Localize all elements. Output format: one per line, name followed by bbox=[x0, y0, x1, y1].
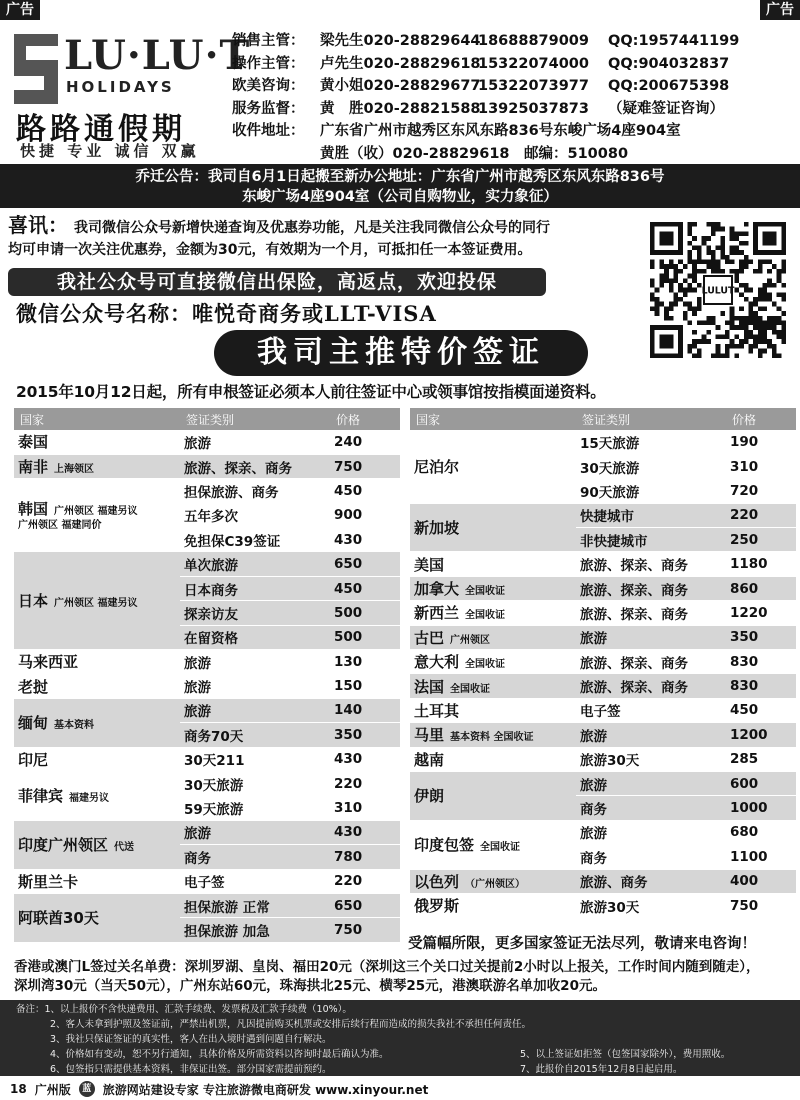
main-banner: 我司主推特价签证 bbox=[214, 330, 588, 376]
price-cell: 220 bbox=[726, 503, 796, 527]
contact-row bbox=[232, 30, 792, 53]
contact-qq: QQ:200675398 bbox=[608, 78, 730, 94]
price-cell: 240 bbox=[330, 430, 400, 454]
country-name: 新加坡 bbox=[414, 519, 460, 538]
visa-type-cell: 旅游、探亲、商务 bbox=[180, 454, 330, 478]
price-cell: 130 bbox=[330, 650, 400, 674]
ad-label-left: 广告 bbox=[0, 0, 40, 20]
address-row bbox=[232, 120, 792, 143]
price-cell: 650 bbox=[330, 893, 400, 917]
country-cell bbox=[410, 674, 576, 698]
logo-slogan: 快捷 专业 诚信 双赢 bbox=[20, 142, 200, 160]
visa-type-cell: 日本商务 bbox=[180, 576, 330, 600]
country-note: 全国收证 bbox=[465, 659, 506, 671]
contact-qq: QQ:1957441199 bbox=[608, 33, 740, 49]
price-cell: 450 bbox=[330, 576, 400, 600]
visa-type-cell: 担保旅游、商务 bbox=[180, 479, 330, 503]
table-row bbox=[14, 650, 400, 674]
country-note-2: 广州领区 福建同价 bbox=[18, 519, 102, 531]
country-name: 以色列 bbox=[414, 872, 460, 891]
address-label: 收件地址： bbox=[232, 123, 305, 139]
country-name: 菲律宾 bbox=[18, 787, 64, 806]
visa-type-cell: 电子签 bbox=[576, 698, 726, 722]
country-name: 马来西亚 bbox=[18, 653, 79, 672]
table-row bbox=[410, 552, 796, 576]
price-cell: 860 bbox=[726, 576, 796, 600]
visa-type-cell: 探亲访友 bbox=[180, 601, 330, 625]
remarks-box bbox=[0, 1000, 800, 1076]
hk-line2: 深圳湾30元（当天50元），广州东站60元，珠海拱北25元、横琴25元，港澳联游名单加收20元。 bbox=[14, 978, 606, 994]
edition-label: 广州版 bbox=[34, 1082, 71, 1097]
address-line2: 黄胜（收）020-28829618 邮编：510080 bbox=[320, 145, 629, 162]
country-name: 泰国 bbox=[18, 433, 49, 452]
remark-item: 5、以上签证如拒签（包签国家除外），费用照收。 bbox=[520, 1049, 731, 1060]
country-name: 印度包签 bbox=[414, 836, 475, 855]
table-row bbox=[14, 552, 400, 576]
country-cell bbox=[410, 723, 576, 747]
wechat-account-name: 微信公众号名称：唯悦奇商务或LLT-VISA bbox=[16, 301, 437, 326]
visa-type-cell: 90天旅游 bbox=[576, 479, 726, 503]
country-cell bbox=[410, 771, 576, 820]
visa-type-cell: 旅游30天 bbox=[576, 747, 726, 771]
price-cell: 450 bbox=[726, 698, 796, 722]
country-name: 马里 bbox=[414, 726, 445, 745]
table-row bbox=[14, 698, 400, 722]
footer-text: 旅游网站建设专家 专注旅游微电商研发 www.xinyour.net bbox=[102, 1082, 429, 1097]
price-cell: 900 bbox=[330, 503, 400, 527]
contact-name-phone: 黄小姐020-28829677 bbox=[320, 78, 481, 94]
country-name: 日本 bbox=[18, 592, 49, 611]
table-row bbox=[14, 869, 400, 893]
column-header-price: 价格 bbox=[330, 408, 400, 430]
price-cell: 830 bbox=[726, 674, 796, 698]
price-cell: 190 bbox=[726, 430, 796, 454]
table-row bbox=[410, 869, 796, 893]
insurance-banner: 我社公众号可直接微信出保险，高返点，欢迎投保 bbox=[8, 268, 546, 296]
country-cell bbox=[14, 552, 180, 650]
contact-label: 销售主管： bbox=[232, 33, 305, 49]
remark-item: 2、客人未拿到护照及签证前，严禁出机票，凡因提前购买机票或安排后续行程而造成的损失我社不承担任何责任。 bbox=[50, 1019, 532, 1030]
schengen-notice: 2015年10月12日起，所有申根签证必须本人前往签证中心或领事馆按指模面递资料。 bbox=[16, 383, 606, 401]
column-header-country: 国家 bbox=[410, 408, 576, 430]
table-row bbox=[410, 625, 796, 649]
promo-announcement bbox=[8, 214, 644, 261]
price-cell: 780 bbox=[330, 845, 400, 869]
price-cell: 450 bbox=[330, 479, 400, 503]
table-row bbox=[14, 454, 400, 478]
column-header-price: 价格 bbox=[726, 408, 796, 430]
visa-type-cell: 旅游、探亲、商务 bbox=[576, 552, 726, 576]
contact-row bbox=[232, 53, 792, 76]
qr-code-icon bbox=[650, 222, 786, 358]
visa-type-cell: 30天211 bbox=[180, 747, 330, 771]
visa-type-cell: 旅游 bbox=[576, 820, 726, 844]
price-cell: 350 bbox=[726, 625, 796, 649]
visa-type-cell: 五年多次 bbox=[180, 503, 330, 527]
country-cell bbox=[410, 698, 576, 722]
table-row bbox=[14, 893, 400, 917]
price-cell: 720 bbox=[726, 479, 796, 503]
country-name: 伊朗 bbox=[414, 787, 445, 806]
contact-mobile: 15322073977 bbox=[478, 78, 589, 94]
table-row bbox=[410, 747, 796, 771]
country-name: 尼泊尔 bbox=[414, 457, 460, 476]
logo-s-icon bbox=[14, 34, 58, 104]
address-line1: 广东省广州市越秀区东风东路836号东峻广场4座904室 bbox=[320, 123, 681, 139]
logo-holidays: HOLIDAYS bbox=[66, 78, 175, 96]
table-row bbox=[410, 430, 796, 454]
price-cell: 750 bbox=[330, 918, 400, 942]
contact-row bbox=[232, 98, 792, 121]
qr-center-label: LULUT bbox=[701, 285, 735, 297]
country-cell bbox=[14, 820, 180, 869]
hk-line1: 香港或澳门L签过关名单费：深圳罗湖、皇岗、福田20元（深圳这三个关口过关提前2小时以上报关，工作时间内随到随走）， bbox=[14, 959, 760, 975]
visa-type-cell: 单次旅游 bbox=[180, 552, 330, 576]
contact-row bbox=[232, 75, 792, 98]
visa-type-cell: 旅游30天 bbox=[576, 893, 726, 917]
country-name: 古巴 bbox=[414, 628, 445, 647]
price-cell: 285 bbox=[726, 747, 796, 771]
column-header-country: 国家 bbox=[14, 408, 180, 430]
header bbox=[0, 22, 800, 162]
table-row bbox=[14, 430, 400, 454]
notice-line1: 乔迁公告：我司自6月1日起搬至新办公地址：广东省广州市越秀区东风东路836号 bbox=[135, 169, 665, 185]
country-note: 全国收证 bbox=[465, 610, 506, 622]
country-note: 广州领区 福建另议 bbox=[54, 505, 138, 517]
visa-type-cell: 商务 bbox=[180, 845, 330, 869]
visa-type-cell: 旅游 bbox=[576, 625, 726, 649]
logo-brand-cn: 路路通假期 bbox=[16, 112, 186, 147]
table-row bbox=[14, 820, 400, 844]
country-cell bbox=[14, 747, 180, 771]
country-cell bbox=[410, 430, 576, 503]
address-row-2 bbox=[232, 143, 792, 166]
contact-list bbox=[232, 30, 792, 165]
promo-key: 喜讯： bbox=[8, 213, 68, 237]
country-note: 基本资料 全国收证 bbox=[450, 732, 534, 744]
visa-type-cell: 旅游、探亲、商务 bbox=[576, 650, 726, 674]
contact-mobile: 15322074000 bbox=[478, 55, 589, 72]
contact-name-phone: 卢先生020-28829618 bbox=[320, 55, 481, 72]
visa-type-cell: 旅游 bbox=[180, 698, 330, 722]
country-note: 全国收证 bbox=[465, 586, 506, 598]
country-cell bbox=[14, 479, 180, 552]
country-cell bbox=[14, 650, 180, 674]
visa-type-cell: 旅游 bbox=[180, 820, 330, 844]
country-cell bbox=[14, 869, 180, 893]
price-cell: 500 bbox=[330, 601, 400, 625]
price-cell: 680 bbox=[726, 820, 796, 844]
contact-mobile: 18688879009 bbox=[478, 33, 589, 49]
price-cell: 350 bbox=[330, 723, 400, 747]
company-logo bbox=[6, 30, 251, 160]
country-cell bbox=[410, 820, 576, 869]
country-note: 全国收证 bbox=[480, 842, 521, 854]
price-cell: 600 bbox=[726, 771, 796, 795]
price-cell: 430 bbox=[330, 747, 400, 771]
country-cell bbox=[410, 893, 576, 917]
visa-type-cell: 商务70天 bbox=[180, 723, 330, 747]
country-cell bbox=[14, 454, 180, 478]
country-name: 印度广州领区 bbox=[18, 836, 109, 855]
column-header-type: 签证类别 bbox=[180, 408, 330, 430]
price-cell: 500 bbox=[330, 625, 400, 649]
country-cell bbox=[410, 503, 576, 552]
price-cell: 1200 bbox=[726, 723, 796, 747]
price-cell: 220 bbox=[330, 869, 400, 893]
country-name: 法国 bbox=[414, 677, 445, 696]
price-cell: 1000 bbox=[726, 796, 796, 820]
remark-item: 6、包签指只需提供基本资料，非保证出签。部分国家需提前预约。 bbox=[50, 1064, 332, 1075]
price-cell: 650 bbox=[330, 552, 400, 576]
country-name: 土耳其 bbox=[414, 701, 460, 720]
country-name: 美国 bbox=[414, 555, 445, 574]
promo-text-1: 我司微信公众号新增快递查询及优惠券功能，凡是关注我同微信公众号的同行 bbox=[74, 220, 550, 236]
country-name: 加拿大 bbox=[414, 580, 460, 599]
table-row bbox=[410, 503, 796, 527]
visa-type-cell: 旅游、探亲、商务 bbox=[576, 576, 726, 600]
country-name: 意大利 bbox=[414, 653, 460, 672]
country-name: 老挝 bbox=[18, 677, 49, 696]
visa-type-cell: 担保旅游 正常 bbox=[180, 893, 330, 917]
country-note: 广州领区 福建另议 bbox=[54, 598, 138, 610]
contact-label: 操作主管： bbox=[232, 55, 305, 72]
logo-brand-en: LU·LU·T bbox=[64, 32, 251, 79]
country-name: 新西兰 bbox=[414, 604, 460, 623]
country-cell bbox=[14, 771, 180, 820]
notice-line2: 东峻广场4座904室（公司自购物业，实力象征） bbox=[242, 189, 558, 205]
country-note: 福建另议 bbox=[69, 793, 110, 805]
price-cell: 1180 bbox=[726, 552, 796, 576]
country-cell bbox=[14, 674, 180, 698]
page-number: 18 bbox=[10, 1082, 27, 1096]
visa-type-cell: 旅游、探亲、商务 bbox=[576, 674, 726, 698]
visa-type-cell: 在留资格 bbox=[180, 625, 330, 649]
country-note: 广州领区 bbox=[450, 634, 491, 646]
contact-name-phone: 梁先生020-28829644 bbox=[320, 33, 481, 49]
contact-qq: QQ:904032837 bbox=[608, 55, 730, 72]
visa-type-cell: 非快捷城市 bbox=[576, 528, 726, 552]
price-cell: 250 bbox=[726, 528, 796, 552]
visa-type-cell: 快捷城市 bbox=[576, 503, 726, 527]
price-cell: 750 bbox=[726, 893, 796, 917]
column-header-type: 签证类别 bbox=[576, 408, 726, 430]
price-cell: 750 bbox=[330, 454, 400, 478]
country-cell bbox=[410, 625, 576, 649]
visa-type-cell: 旅游、探亲、商务 bbox=[576, 601, 726, 625]
contact-name-phone: 黄 胜020-28821588 bbox=[320, 100, 481, 117]
visa-type-cell: 旅游 bbox=[576, 723, 726, 747]
visa-type-cell: 30天旅游 bbox=[576, 454, 726, 478]
table-row bbox=[14, 479, 400, 503]
country-name: 越南 bbox=[414, 750, 445, 769]
table-row bbox=[410, 601, 796, 625]
table-row bbox=[410, 674, 796, 698]
visa-price-table-right bbox=[410, 408, 796, 918]
country-name: 印尼 bbox=[18, 750, 49, 769]
country-cell bbox=[14, 698, 180, 747]
ad-label-right: 广告 bbox=[760, 0, 800, 20]
country-note: 代送 bbox=[114, 842, 135, 854]
visa-type-cell: 电子签 bbox=[180, 869, 330, 893]
contact-label: 欧美咨询： bbox=[232, 78, 305, 94]
table-row bbox=[410, 698, 796, 722]
remarks-label: 备注： bbox=[16, 1004, 45, 1015]
price-cell: 310 bbox=[330, 796, 400, 820]
visa-type-cell: 59天旅游 bbox=[180, 796, 330, 820]
relocation-notice bbox=[0, 164, 800, 208]
visa-type-cell: 商务 bbox=[576, 796, 726, 820]
price-cell: 430 bbox=[330, 528, 400, 552]
visa-type-cell: 免担保C39签证 bbox=[180, 528, 330, 552]
price-cell: 310 bbox=[726, 454, 796, 478]
country-cell bbox=[410, 601, 576, 625]
country-note: （广州领区） bbox=[465, 878, 526, 890]
country-cell bbox=[410, 552, 576, 576]
table-row bbox=[410, 771, 796, 795]
page-footer bbox=[0, 1078, 800, 1100]
country-name: 俄罗斯 bbox=[414, 897, 460, 916]
visa-type-cell: 旅游、商务 bbox=[576, 869, 726, 893]
country-cell bbox=[410, 576, 576, 600]
hk-macau-fee-info bbox=[14, 958, 790, 996]
country-cell bbox=[14, 893, 180, 942]
visa-type-cell: 旅游 bbox=[576, 771, 726, 795]
visa-type-cell: 旅游 bbox=[180, 650, 330, 674]
country-cell bbox=[410, 869, 576, 893]
table-row bbox=[410, 576, 796, 600]
country-name: 斯里兰卡 bbox=[18, 872, 79, 891]
visa-type-cell: 15天旅游 bbox=[576, 430, 726, 454]
table-row bbox=[410, 820, 796, 844]
table-row bbox=[14, 771, 400, 795]
visa-type-cell: 商务 bbox=[576, 845, 726, 869]
price-cell: 830 bbox=[726, 650, 796, 674]
promo-text-2: 均可申请一次关注优惠券，金额为30元，有效期为一个月，可抵扣任一本签证费用。 bbox=[8, 242, 532, 258]
remark-item: 4、价格如有变动，恕不另行通知，具体价格及所需资料以咨询时最后确认为准。 bbox=[50, 1049, 389, 1060]
table-footnote: 受篇幅所限，更多国家签证无法尽列，敬请来电咨询！ bbox=[408, 936, 756, 952]
table-row bbox=[14, 674, 400, 698]
price-cell: 400 bbox=[726, 869, 796, 893]
price-cell: 220 bbox=[330, 771, 400, 795]
country-cell bbox=[14, 430, 180, 454]
remark-item: 7、此报价自2015年12月8日起启用。 bbox=[520, 1064, 683, 1075]
remark-item: 3、我社只保证签证的真实性，客人在出入境时遇到问题自行解决。 bbox=[50, 1034, 332, 1045]
country-note: 全国收证 bbox=[450, 683, 491, 695]
contact-label: 服务监督： bbox=[232, 100, 305, 117]
footer-badge-icon: 蓝 bbox=[79, 1081, 95, 1097]
visa-type-cell: 担保旅游 加急 bbox=[180, 918, 330, 942]
country-name: 南非 bbox=[18, 458, 49, 477]
price-cell: 1100 bbox=[726, 845, 796, 869]
visa-type-cell: 旅游 bbox=[180, 430, 330, 454]
table-row bbox=[410, 893, 796, 917]
country-name: 阿联酋30天 bbox=[18, 909, 99, 928]
visa-price-table-left bbox=[14, 408, 400, 943]
country-note: 基本资料 bbox=[54, 720, 95, 732]
country-cell bbox=[410, 650, 576, 674]
contact-mobile: 13925037873 bbox=[478, 100, 589, 117]
country-name: 韩国 bbox=[18, 499, 49, 518]
country-cell bbox=[410, 747, 576, 771]
price-cell: 1220 bbox=[726, 601, 796, 625]
remark-item: 1、以上报价不含快递费用、汇款手续费、发票税及汇款手续费（10%）。 bbox=[44, 1004, 352, 1015]
country-name: 缅甸 bbox=[18, 714, 49, 733]
contact-qq: （疑难签证咨询） bbox=[608, 100, 724, 117]
table-row bbox=[14, 747, 400, 771]
table-row bbox=[410, 650, 796, 674]
visa-type-cell: 旅游 bbox=[180, 674, 330, 698]
country-note: 上海领区 bbox=[54, 464, 95, 476]
price-cell: 430 bbox=[330, 820, 400, 844]
visa-type-cell: 30天旅游 bbox=[180, 771, 330, 795]
price-cell: 150 bbox=[330, 674, 400, 698]
table-row bbox=[410, 723, 796, 747]
price-cell: 140 bbox=[330, 698, 400, 722]
